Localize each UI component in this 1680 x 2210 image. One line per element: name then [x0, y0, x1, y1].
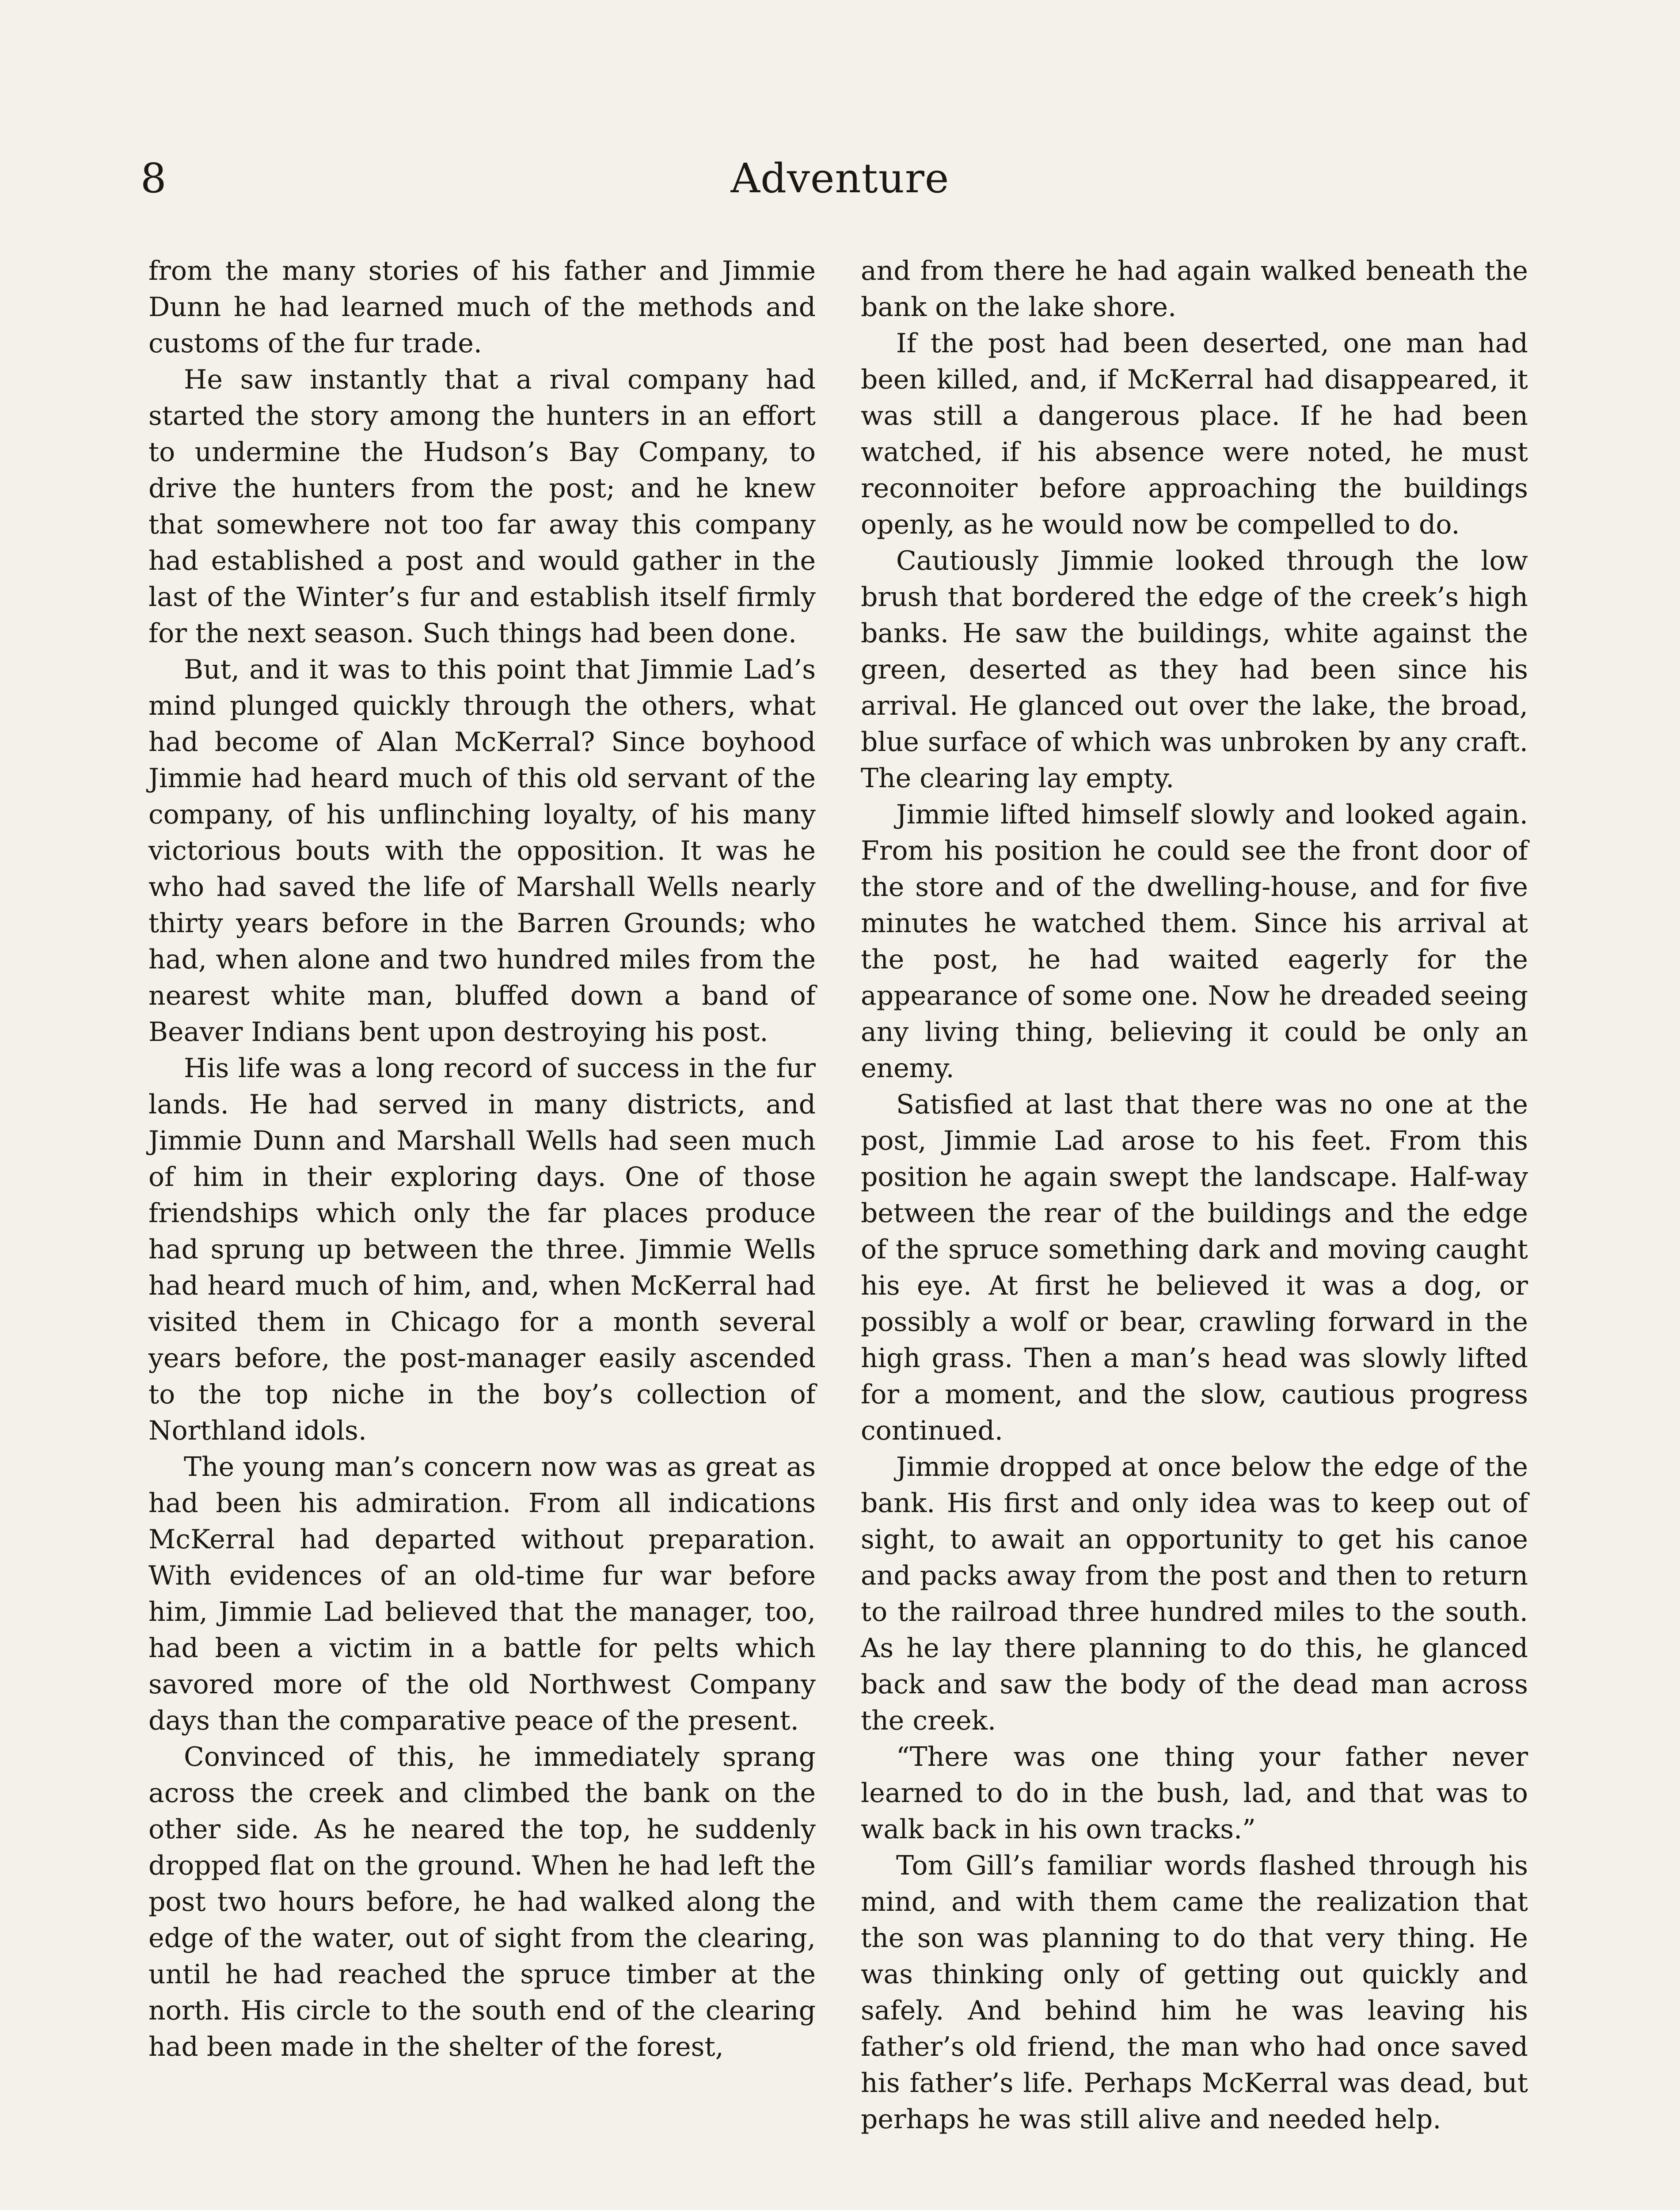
paragraph: But, and it was to this point that Jimmie Lad’s mind plunged quickly through the others, what had become of Alan McKerral? Since boyhood Jimmie had heard much of this old servant of the company, of his unflinching loyalty, of his many victorious bouts with the opposition. It was he who had saved the life of Marshall Wells nearly thirty years before in the Barren Grounds; who had, when alone and two hundred miles from the nearest white man, bluffed down a band of Beaver Indians bent upon destroying his post.: [148, 654, 816, 1048]
page-number: 8: [141, 155, 167, 202]
paragraph: and from there he had again walked beneath the bank on the lake shore.: [861, 255, 1528, 323]
paragraph: from the many stories of his father and Jimmie Dunn he had learned much of the methods and customs of the fur trade.: [148, 255, 816, 359]
paragraph: He saw instantly that a rival company had started the story among the hunters in an effort to undermine the Hudson’s Bay Company, to drive the hunters from the post; and he knew that somewhere not too far away this company had established a post and would gather in the last of the Winter’s fur and establish itself firmly for the next season. Such things had been done.: [148, 364, 816, 649]
paragraph: The young man’s concern now was as great as had been his admiration. From all indications McKerral had departed without preparation. With evidences of an old-time fur war before him, Jimmie Lad believed that the manager, too, had been a victim in a battle for pelts which savored more of the old Northwest Company days than the comparative peace of the present.: [148, 1452, 816, 1736]
left-column: [148, 253, 816, 2065]
paragraph: Cautiously Jimmie looked through the low brush that bordered the edge of the creek’s high banks. He saw the buildings, white against the green, deserted as they had been since his arrival. He glanced out over the lake, the broad, blue surface of which was unbroken by any craft. The clearing lay empty.: [861, 545, 1528, 794]
right-column: [861, 253, 1528, 2138]
paragraph: Tom Gill’s familiar words flashed through his mind, and with them came the realization that the son was planning to do that very thing. He was thinking only of getting out quickly and safely. And behind him he was leaving his father’s old friend, the man who had once saved his father’s life. Perhaps McKerral was dead, but perhaps he was still alive and needed help.: [861, 1850, 1528, 2135]
running-head: Adventure: [730, 155, 950, 202]
paragraph: Jimmie lifted himself slowly and looked again. From his position he could see the front door of the store and of the dwelling-house, and for five minutes he watched them. Since his arrival at the post, he had waited eagerly for the appearance of some one. Now he dreaded seeing any living thing, believing it could be only an enemy.: [861, 799, 1528, 1084]
paragraph: If the post had been deserted, one man had been killed, and, if McKerral had disappeared, it was still a dangerous place. If he had been watched, if his absence were noted, he must reconnoiter before approaching the buildings openly, as he would now be compelled to do.: [861, 328, 1528, 540]
paragraph: Satisfied at last that there was no one at the post, Jimmie Lad arose to his feet. From this position he again swept the landscape. Half-way between the rear of the buildings and the edge of the spruce something dark and moving caught his eye. At first he believed it was a dog, or possibly a wolf or bear, crawling forward in the high grass. Then a man’s head was slowly lifted for a moment, and the slow, cautious progress continued.: [861, 1089, 1528, 1446]
paragraph: His life was a long record of success in the fur lands. He had served in many districts, and Jimmie Dunn and Marshall Wells had seen much of him in their exploring days. One of those friendships which only the far places produce had sprung up between the three. Jimmie Wells had heard much of him, and, when McKerral had visited them in Chicago for a month several years before, the post-manager easily ascended to the top niche in the boy’s collection of Northland idols.: [148, 1053, 816, 1446]
paragraph: Convinced of this, he immediately sprang across the creek and climbed the bank on the other side. As he neared the top, he suddenly dropped flat on the ground. When he had left the post two hours before, he had walked along the edge of the water, out of sight from the clearing, until he had reached the spruce timber at the north. His circle to the south end of the clearing had been made in the shelter of the forest,: [148, 1741, 816, 2062]
paragraph: Jimmie dropped at once below the edge of the bank. His first and only idea was to keep out of sight, to await an opportunity to get his canoe and packs away from the post and then to return to the railroad three hundred miles to the south. As he lay there planning to do this, he glanced back and saw the body of the dead man across the creek.: [861, 1452, 1528, 1736]
paragraph: “There was one thing your father never learned to do in the bush, lad, and that was to walk back in his own tracks.”: [861, 1741, 1528, 1845]
